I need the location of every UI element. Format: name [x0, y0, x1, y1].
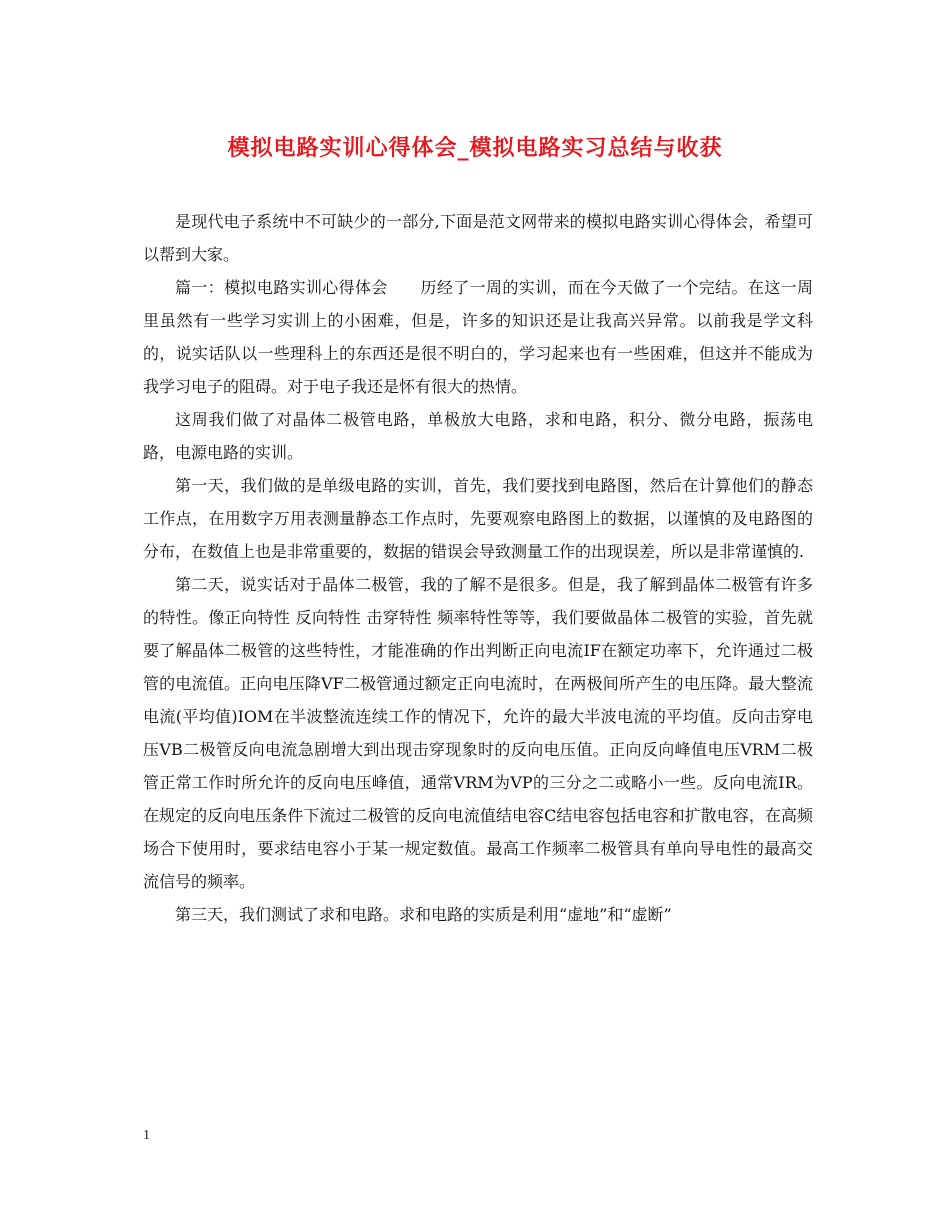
paragraph-part-one: 篇一：模拟电路实训心得体会 历经了一周的实训，而在今天做了一个完结。在这一周里虽然有一些学习实训上的小困难，但是，许多的知识还是让我高兴异常。以前我是学文科的，说实话队以一些理科上的东西还是很不明白的，学习起来也有一些困难，但这并不能成为我学习电子的阻碍。对于电子我还是怀有很大的热情。	[143, 278, 813, 396]
paragraph-summary: 这周我们做了对晶体二极管电路，单极放大电路，求和电路，积分、微分电路，振荡电路，电源电路的实训。	[143, 410, 813, 462]
paragraph-day-three: 第三天，我们测试了求和电路。求和电路的实质是利用“虚地”和“虚断”	[175, 905, 672, 924]
document-body	[143, 205, 813, 931]
document-title: 模拟电路实训心得体会_模拟电路实习总结与收获	[227, 135, 723, 161]
page-number: 1	[143, 1128, 150, 1143]
paragraph-day-one: 第一天，我们做的是单级电路的实训，首先，我们要找到电路图，然后在计算他们的静态工作点，在用数字万用表测量静态工作点时，先要观察电路图上的数据，以谨慎的及电路图的分布，在数值上也是非常重要的，数据的错误会导致测量工作的出现误差，所以是非常谨慎的.	[143, 476, 813, 561]
paragraph-day-two: 第二天，说实话对于晶体二极管，我的了解不是很多。但是，我了解到晶体二极管有许多的特性。像正向特性 反向特性 击穿特性 频率特性等等，我们要做晶体二极管的实验，首先就要了解晶体二极管的这些特性，才能准确的作出判断正向电流IF在额定功率下，允许通过二极管的电流值。正向电压降VF二极管通过额定正向电流时，在两极间所产生的电压降。最大整流电流(平均值)IOM在半波整流连续工作的情况下，允许的最大半波电流的平均值。反向击穿电压VB二极管反向电流急剧增大到出现击穿现象时的反向电压值。正向反向峰值电压VRM二极管正常工作时所允许的反向电压峰值，通常VRM为VP的三分之二或略小一些。反向电流IR。在规定的反向电压条件下流过二极管的反向电流值结电容C结电容包括电容和扩散电容，在高频场合下使用时，要求结电容小于某一规定数值。最高工作频率二极管具有单向导电性的最高交流信号的频率。	[143, 575, 813, 891]
paragraph-intro: 是现代电子系统中不可缺少的一部分,下面是范文网带来的模拟电路实训心得体会，希望可以帮到大家。	[143, 212, 813, 264]
